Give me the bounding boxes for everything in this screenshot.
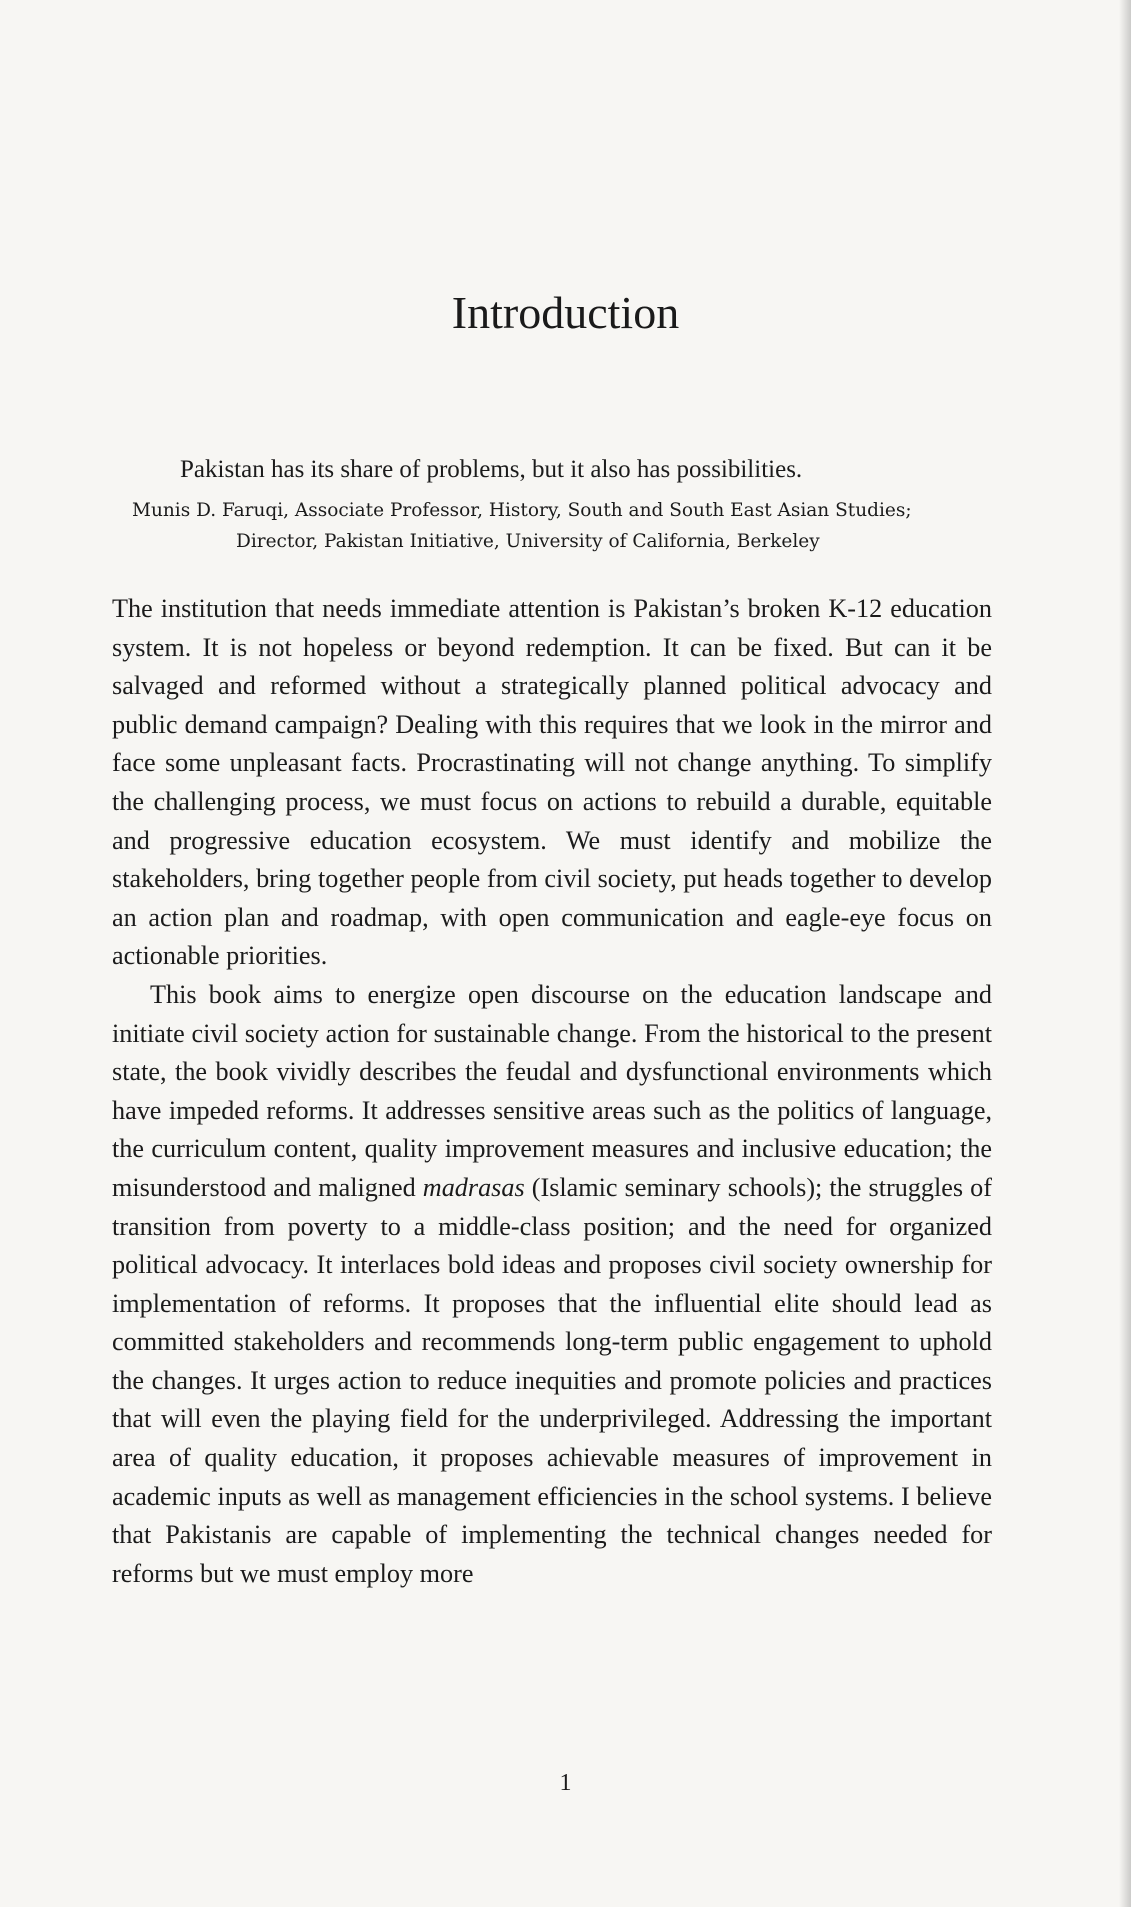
chapter-title: Introduction [451, 287, 680, 338]
paragraph-2 [112, 976, 992, 1594]
paragraph-2-part-2: (Islamic seminary schools); the struggles of transition from poverty to a middle-class position; and the need for organized political advocacy. It interlaces bold ideas and proposes civil society ownership for implementation of reforms. It proposes that the influential elite should lead as committed stakeholders and recommends long-term public engagement to uphold the changes. It urges action to reduce inequities and promote policies and practices that will even the playing field for the underprivileged. Addressing the important area of quality education, it proposes achievable measures of improvement in academic inputs as well as management efficiencies in the school systems. I believe that Pakistanis are capable of implementing the technical changes needed for reforms but we must employ more [112, 1172, 992, 1588]
page-number: 1 [559, 1770, 572, 1796]
paragraph-1: The institution that needs immediate attention is Pakistan’s broken K-12 education system. It is not hopeless or beyond redemption. It can be fixed. But can it be salvaged and reformed without a strategically planned political advocacy and public demand campaign? Dealing with this requires that we look in the mirror and face some unpleasant facts. Procrastinating will not change anything. To simplify the challenging process, we must focus on actions to rebuild a durable, equitable and progressive education ecosystem. We must identify and mobilize the stakeholders, bring together people from civil society, put heads together to develop an action plan and roadmap, with open communication and eagle-eye focus on actionable priorities. [112, 594, 992, 971]
paragraph-2-part-1: This book aims to energize open discourse on the education landscape and initiate civil society action for sustainable change. From the historical to the present state, the book vividly describes the feudal and dysfunctional environments which have impeded reforms. It addresses sensitive areas such as the politics of language, the curriculum content, quality improvement measures and inclusive education; the misunderstood and maligned [112, 979, 992, 1202]
madrasas-term: madrasas [422, 1172, 525, 1202]
epigraph-attribution-line1: Munis D. Faruqi, Associate Professor, History, South and South East Asian Studies; [132, 500, 912, 521]
epigraph-attribution [132, 495, 992, 557]
epigraph-quote: Pakistan has its share of problems, but it also has possibilities. [180, 456, 803, 483]
body-text [112, 590, 992, 1593]
epigraph-attribution-line2: Director, Pakistan Initiative, University of California, Berkeley [236, 531, 820, 552]
